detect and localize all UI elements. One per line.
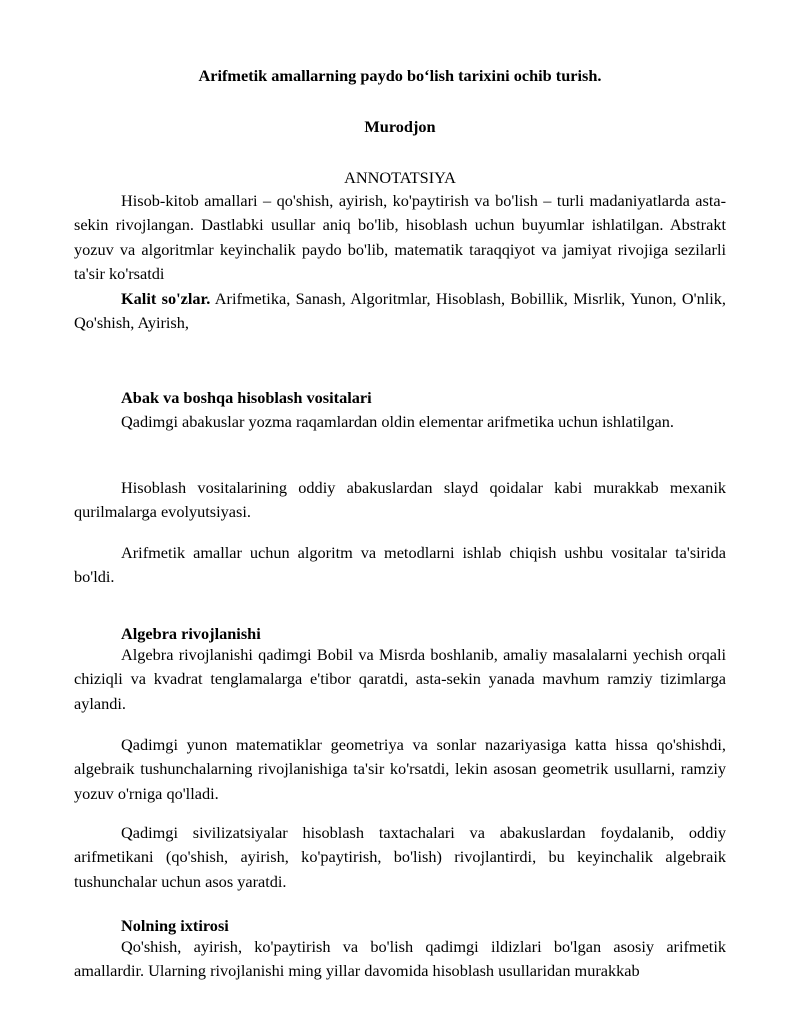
section-nol-paragraph-1: Qo'shish, ayirish, ko'paytirish va bo'lish qadimgi ildizlari bo'lgan asosiy arifmetik amallardir. Ularning rivojlanishi ming yillar davomida hisoblash usullaridan murakkab	[74, 937, 726, 981]
author-name: Murodjon	[364, 117, 436, 136]
section-heading-nol: Nolning ixtirosi	[121, 916, 229, 935]
keywords-label: Kalit so'zlar.	[121, 289, 211, 308]
section-abak-paragraph-1: Qadimgi abakuslar yozma raqamlardan oldin elementar arifmetika uchun ishlatilgan.	[121, 412, 674, 431]
keywords-list: Arifmetika, Sanash, Algoritmlar, Hisoblash, Bobillik, Misrlik, Yunon, O'nlik, Qo'shish, Ayirish,	[74, 289, 726, 333]
section-algebra-paragraph-2: Qadimgi yunon matematiklar geometriya va sonlar nazariyasiga katta hissa qo'shishdi, algebraik tushunchalarning rivojlanishiga ta'sir ko'rsatdi, lekin asosan geometrik usullarni, ramziy yozuv o'rniga qo'lladi.	[74, 735, 726, 803]
keywords-paragraph	[74, 287, 726, 336]
annotation-text: Hisob-kitob amallari – qo'shish, ayirish, ko'paytirish va bo'lish – turli madaniyatlarda asta-sekin rivojlangan. Dastlabki usullar aniq bo'lib, hisoblash uchun buyumlar ishlatilgan. Abstrakt yozuv va algoritmlar keyinchalik paydo bo'lib, matematik taraqqiyot va jamiyat rivojiga sezilarli ta'sir ko'rsatdi	[74, 191, 726, 284]
section-abak-paragraph-2: Hisoblash vositalarining oddiy abakuslardan slayd qoidalar kabi murakkab mexanik qurilmalarga evolyutsiyasi.	[74, 478, 726, 522]
annotation-heading: ANNOTATSIYA	[344, 168, 456, 187]
section-abak-paragraph-3: Arifmetik amallar uchun algoritm va metodlarni ishlab chiqish ushbu vositalar ta'sirida bo'ldi.	[74, 543, 726, 587]
section-heading-abak: Abak va boshqa hisoblash vositalari	[121, 388, 372, 407]
section-heading-algebra: Algebra rivojlanishi	[121, 624, 261, 643]
section-algebra-paragraph-3: Qadimgi sivilizatsiyalar hisoblash taxtachalari va abakuslardan foydalanib, oddiy arifmetikani (qo'shish, ayirish, ko'paytirish, bo'lish) rivojlantirdi, bu keyinchalik algebraik tushunchalar uchun asos yaratdi.	[74, 823, 726, 891]
section-algebra-paragraph-1: Algebra rivojlanishi qadimgi Bobil va Misrda boshlanib, amaliy masalalarni yechish orqali chiziqli va kvadrat tenglamalarga e'tibor qaratdi, asta-sekin yanada mavhum ramziy tizimlarga aylandi.	[74, 645, 726, 713]
document-title: Arifmetik amallarning paydo bo‘lish tarixini ochib turish.	[198, 66, 602, 85]
